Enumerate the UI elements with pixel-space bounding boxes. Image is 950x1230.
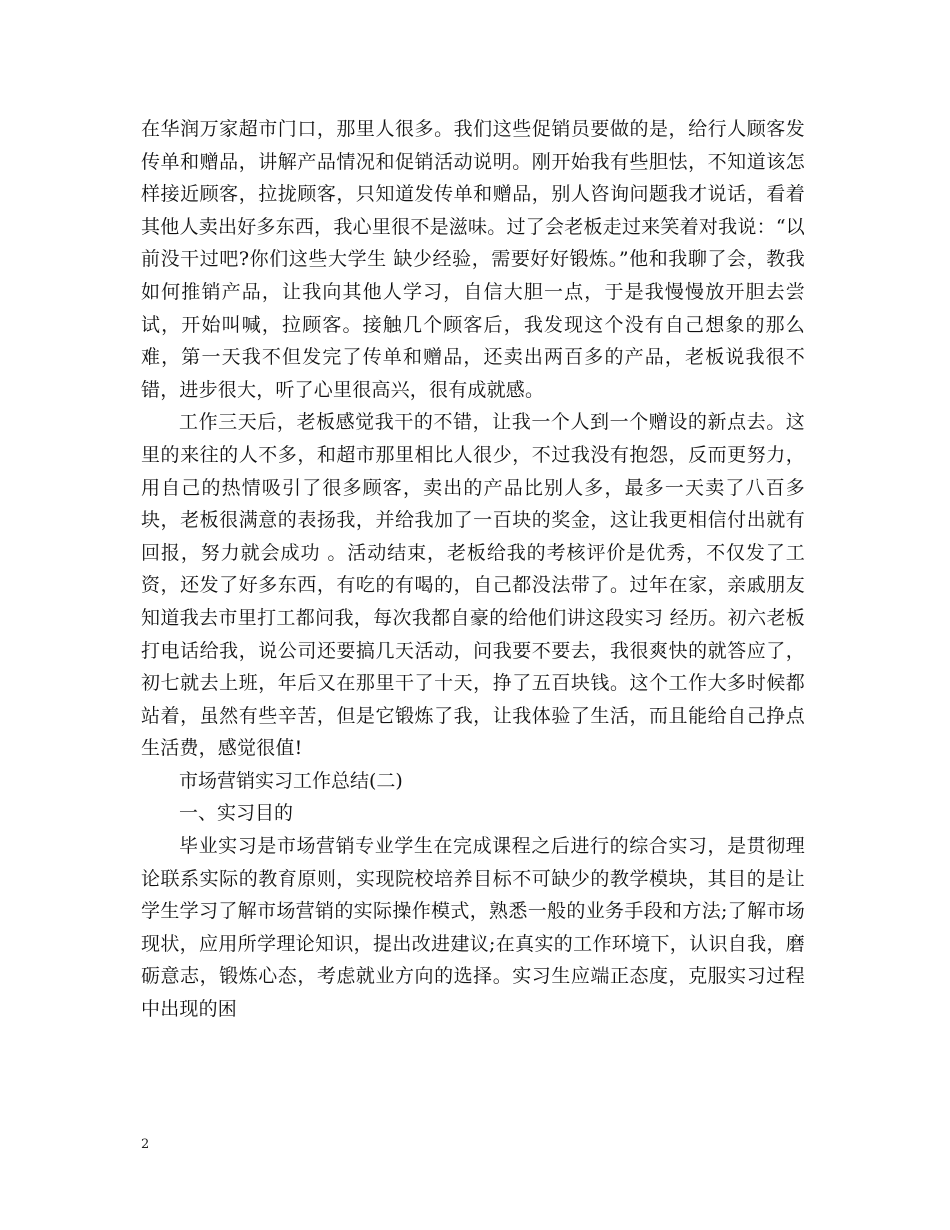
paragraph-internship-purpose: 毕业实习是市场营销专业学生在完成课程之后进行的综合实习，是贯彻理论联系实际的教育原则，实现院校培养目标不可缺少的教学模块，其目的是让学生学习了解市场营销的实际操作模式，熟悉一般的业务手段和方法;了解市场现状，应用所学理论知识，提出改进建议;在真实的工作环境下，认识自我，磨砺意志，锻炼心态，考虑就业方向的选择。实习生应端正态度，克服实习过程中出现的困 [141, 835, 805, 1021]
subsection-heading: 一、实习目的 [179, 802, 294, 825]
paragraph-continuation: 在华润万家超市门口，那里人很多。我们这些促销员要做的是，给行人顾客发传单和赠品，讲解产品情况和促销活动说明。刚开始我有些胆怯，不知道该怎样接近顾客，拉拢顾客，只知道发传单和赠品，别人咨询问题我才说话，看着其他人卖出好多东西，我心里很不是滋味。过了会老板走过来笑着对我说：“以前没干过吧?你们这些大学生 缺少经验，需要好好锻炼。”他和我聊了会，教我如何推销产品，让我向其他人学习，自信大胆一点，于是我慢慢放开胆去尝试，开始叫喊，拉顾客。接触几个顾客后，我发现这个没有自己想象的那么难，第一天我不但发完了传单和赠品，还卖出两百多的产品，老板说我很不错，进步很大，听了心里很高兴，很有成就感。 [141, 118, 805, 401]
page-number: 2 [141, 1137, 150, 1152]
paragraph-work-experience: 工作三天后，老板感觉我干的不错，让我一个人到一个赠设的新点去。这里的来往的人不多，和超市那里相比人很少，不过我没有抱怨，反而更努力，用自己的热情吸引了很多顾客，卖出的产品比别人多，最多一天卖了八百多块，老板很满意的表扬我，并给我加了一百块的奖金，这让我更相信付出就有回报，努力就会成功 。活动结束，老板给我的考核评价是优秀，不仅发了工资，还发了好多东西，有吃的有喝的，自己都没法带了。过年在家，亲戚朋友知道我去市里打工都问我，每次我都自豪的给他们讲这段实习 经历。初六老板打电话给我，说公司还要搞几天活动，问我要不要去，我很爽快的就答应了，初七就去上班，年后又在那里干了十天，挣了五百块钱。这个工作大多时候都站着，虽然有些辛苦，但是它锻炼了我，让我体验了生活，而且能给自己挣点生活费，感觉很值! [141, 411, 805, 760]
section-title: 市场营销实习工作总结(二) [179, 769, 403, 792]
document-body [141, 113, 805, 1026]
